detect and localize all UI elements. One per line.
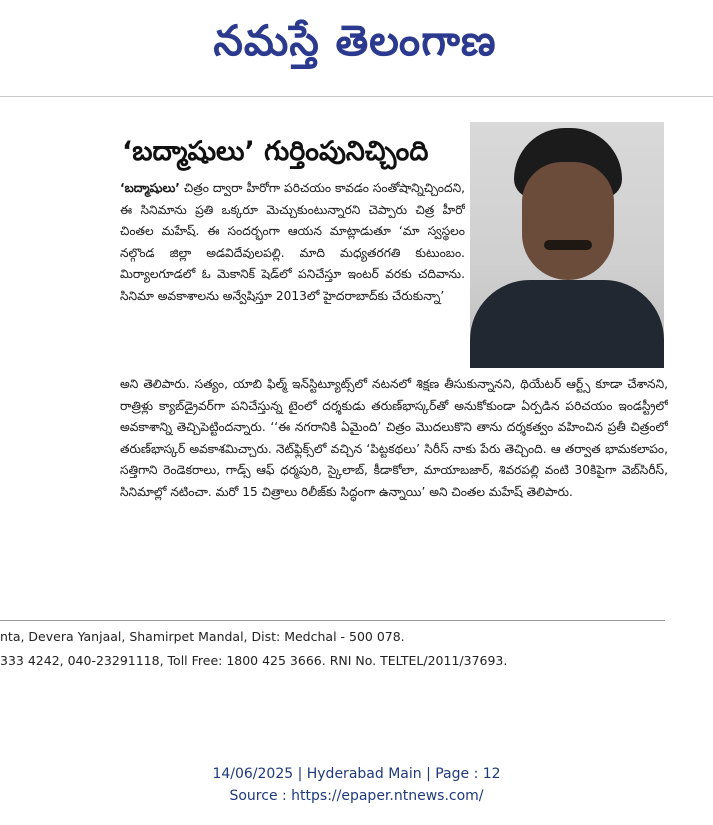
header-divider: [0, 96, 713, 97]
source-link[interactable]: Source : https://epaper.ntnews.com/: [229, 788, 484, 804]
footer-divider: [0, 620, 665, 621]
article-headline: ‘బద్మాషులు’ గుర్తింపునిచ్చింది: [122, 136, 429, 167]
publisher-address: nta, Devera Yanjaal, Shamirpet Mandal, Dist: Medchal - 500 078.: [0, 629, 405, 644]
edition-info: 14/06/2025 | Hyderabad Main | Page : 12: [212, 766, 501, 782]
article-body-top: [120, 178, 465, 374]
lead-word: ‘బద్మాషులు’: [120, 181, 180, 195]
article-body-part1: చిత్రం ద్వారా హీరోగా పరిచయం కావడం సంతోషాన్నిచ్చిందని, ఈ సినిమాను ప్రతి ఒక్కరూ మెచ్చుకుంటున్నారని చెప్పారు చిత్ర హీరో చింతల మహేష్. ఈ సందర్భంగా ఆయన మాట్లాడుతూ ‘మా స్వస్థలం నల్గొండ జిల్లా అడవిదేవులపల్లి. మాది మధ్యతరగతి కుటుంబం. మిర్యాలగూడలో ఓ మెకానిక్ షెడ్‌లో పనిచేస్తూ ఇంటర్ వరకు చదివాను. సినిమా అవకాశాలను అన్వేషిస్తూ 2013లో హైదరాబాద్‌కు చేరుకున్నా’: [120, 181, 465, 303]
article-body-part2: అని తెలిపారు. సత్యం, యాబి ఫిల్మ్ ఇన్‌స్టిట్యూట్స్‌లో నటనలో శిక్షణ తీసుకున్నానని, థియేటర్ ఆర్ట్స్ కూడా చేశానని, రాత్రిళ్లు క్యాబ్‌డ్రైవర్‌గా పనిచేస్తున్న టైంలో దర్శకుడు తరుణ్‌భాస్కర్‌తో అనుకోకుండా ఏర్పడిన పరిచయం ఇండస్ట్రీలో అవకాశాన్ని తెచ్చిపెట్టిందన్నారు. ‘‘ఈ నగరానికి ఏమైంది’ చిత్రం మొదలుకొని తాను దర్శకత్వం వహించిన ప్రతీ చిత్రంలో తరుణ్‌భాస్కర్ అవకాశమిచ్చారు. నెట్‌ఫ్లిక్స్‌లో వచ్చిన ‘పిట్టకథలు’ సిరీస్ నాకు పేరు తెచ్చింది. ఆ తర్వాత భామకలాపం, సత్తిగాని రెండెకరాలు, గాడ్స్ ఆఫ్ ధర్మపురి, స్కైలాబ్, కీడాకోలా, మాయాబజార్, శివరపల్లి వంటి 30కిపైగా వెబ్‌సిరీస్, సినిమాల్లో నటించా. మరో 15 చిత్రాలు రిలీజ్‌కు సిద్ధంగా ఉన్నాయి’ అని చింతల మహేష్ తెలిపారు.: [120, 377, 668, 499]
masthead-logo: నమస్తే తెలంగాణ: [213, 16, 497, 65]
publisher-contact: 333 4242, 040-23291118, Toll Free: 1800 425 3666. RNI No. TELTEL/2011/37693.: [0, 653, 508, 668]
portrait-photo: [470, 122, 664, 368]
